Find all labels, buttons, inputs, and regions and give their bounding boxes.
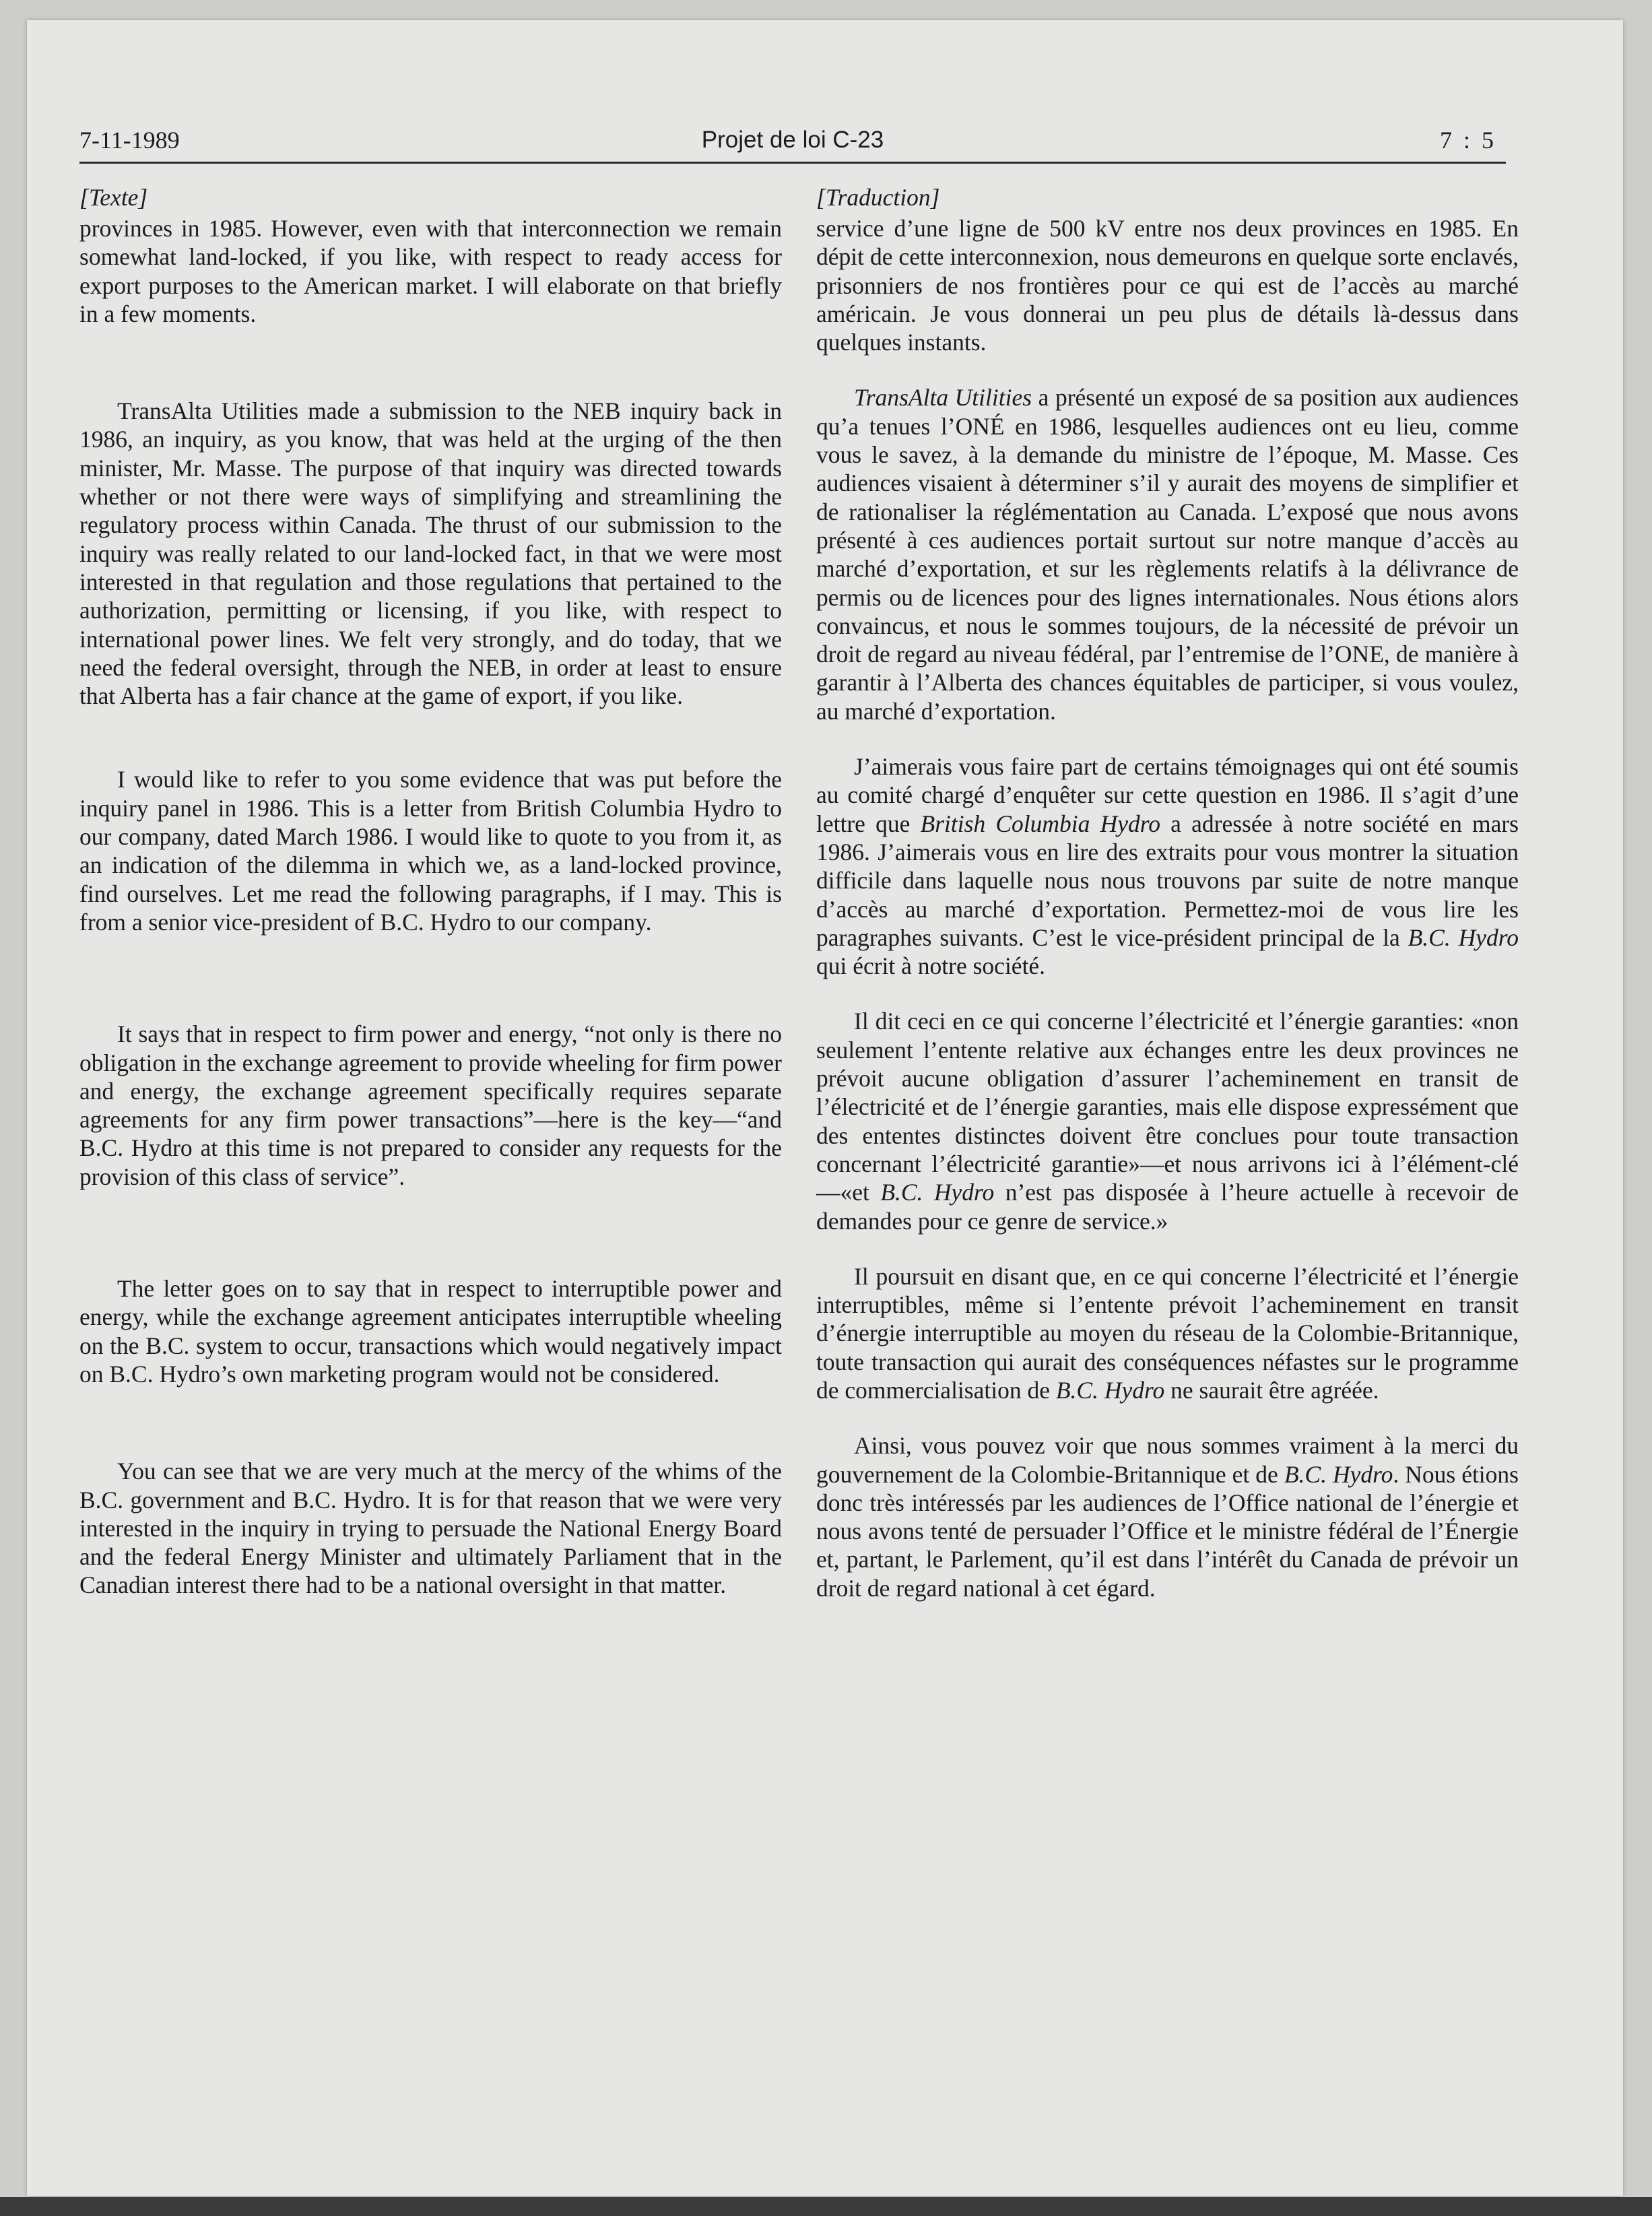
paragraph: You can see that we are very much at the mercy of the whims of the B.C. government and B.C. Hydro. It is for that reason that we were very interested in the inquiry in trying to persuade the National Energy Board and the federal Energy Minister and ultimately Parliament that in the Canadian interest there had to be a national oversight in that matter. [79, 1458, 782, 1599]
paragraph: provinces in 1985. However, even with that interconnection we remain somewhat land-locked, if you like, with respect to ready access for export purposes to the American market. I will elaborate on that briefly in a few moments. [79, 215, 782, 327]
header-page-number: 7 : 5 [1439, 127, 1496, 154]
paragraph: J’aimerais vous faire part de certains témoignages qui ont été soumis au comité chargé d’enquêter sur cette question en 1986. Il s’agit d’une lettre que British Columbia Hydro a adressée à notre société en mars 1986. J’aimerais vous en lire des extraits pour vous montrer la situation difficile dans laquelle nous nous trouvons par suite de notre manque d’accès au marché d’exportation. Permettez-moi de vous lire les paragraphes suivants. C’est le vice-président principal de la B.C. Hydro qui écrit à notre société. [816, 753, 1519, 980]
paragraph: The letter goes on to say that in respect to interruptible power and energy, while the exchange agreement anticipates interruptible wheeling on the B.C. system to occur, transactions which would negatively impact on B.C. Hydro’s own marketing program would not be considered. [79, 1275, 782, 1388]
paragraph: I would like to refer to you some evidence that was put before the inquiry panel in 1986. This is a letter from British Columbia Hydro to our company, dated March 1986. I would like to quote to you from it, as an indication of the dilemma in which we, as a land-locked province, find ourselves. Let me read the following paragraphs, if I may. This is from a senior vice-president of B.C. Hydro to our company. [79, 766, 782, 936]
paragraph: It says that in respect to firm power and energy, “not only is there no obligation in the exchange agreement to provide wheeling for firm power and energy, the exchange agreement specifically requires separate agreements for any firm power transactions”—here is the key—“and B.C. Hydro at this time is not prepared to consider any requests for the provision of this class of service”. [79, 1020, 782, 1190]
header-date: 7-11-1989 [79, 127, 180, 154]
english-text-column [79, 183, 782, 1600]
company-name: TransAlta Utilities [854, 384, 1032, 412]
paragraph: Il dit ceci en ce qui concerne l’électricité et l’énergie garanties: «non seulement l’entente relative aux échanges entre les deux provinces ne prévoit aucune obligation d’assurer l’acheminement en transit de l’électricité et de l’énergie garanties, mais elle dispose expressément que des ententes distinctes doivent être conclues pour toute transaction concernant l’électricité garantie»—et nous arrivons ici à l’élément-clé—«et B.C. Hydro n’est pas disposée à l’heure actuelle à recevoir de demandes pour ce genre de service.» [816, 1008, 1519, 1235]
paragraph: service d’une ligne de 500 kV entre nos deux provinces en 1985. En dépit de cette interconnexion, nous demeurons en quelque sorte enclavés, prisonniers de nos frontières pour ce qui est de l’accès au marché américain. Je vous donnerai un peu plus de détails là-dessus dans quelques instants. [816, 215, 1519, 356]
french-text-column [816, 183, 1519, 1602]
scan-edge [0, 2197, 1652, 2216]
header-title: Projet de loi C-23 [701, 127, 884, 153]
page-header [79, 121, 1506, 164]
paragraph: Il poursuit en disant que, en ce qui concerne l’électricité et l’énergie interruptibles, même si l’entente prévoit l’acheminement en transit d’énergie interruptible au moyen du réseau de la Colombie-Britannique, toute transaction qui aurait des conséquences néfastes sur le programme de commercialisation de B.C. Hydro ne saurait être agréée. [816, 1262, 1519, 1404]
column-label-traduction: [Traduction] [816, 184, 940, 211]
paragraph: TransAlta Utilities made a submission to the NEB inquiry back in 1986, an inquiry, as you know, that was held at the urging of the then minister, Mr. Masse. The purpose of that inquiry was directed towards whether or not there were ways of simplifying and streamlining the regulatory process within Canada. The thrust of our submission to the inquiry was really related to our land-locked fact, in that we were most interested in that regulation and those regulations that pertained to the authorization, permitting or licensing, if you like, with respect to international power lines. We felt very strongly, and do today, that we need the federal oversight, through the NEB, in order at least to ensure that Alberta has a fair chance at the game of export, if you like. [79, 397, 782, 710]
paragraph: TransAlta Utilities a présenté un exposé de sa position aux audiences qu’a tenues l’ONÉ en 1986, lesquelles audiences ont eu lieu, comme vous le savez, à la demande du ministre de l’époque, M. Masse. Ces audiences visaient à déterminer s’il y aurait des moyens de simplifier et de rationaliser la réglémentation au Canada. L’exposé que nous avons présenté à ces audiences portait surtout sur notre manque d’accès au marché d’exportation, et sur les règlements relatifs à la délivrance de permis ou de licences pour des lignes internationales. Nous étions alors convaincus, et nous le sommes toujours, de la nécessité de prévoir un droit de regard au niveau fédéral, par l’entremise de l’ONE, de manière à garantir à l’Alberta des chances équitables de participer, si vous voulez, au marché d’exportation. [816, 384, 1519, 725]
paragraph: Ainsi, vous pouvez voir que nous sommes vraiment à la merci du gouvernement de la Colombie-Britannique et de B.C. Hydro. Nous étions donc très intéressés par les audiences de l’Office national de l’énergie et nous avons tenté de persuader l’Office et le ministre fédéral de l’Énergie et, partant, le Parlement, qu’il est dans l’intérêt du Canada de prévoir un droit de regard national à cet égard. [816, 1432, 1519, 1602]
column-label-texte: [Texte] [79, 184, 148, 211]
